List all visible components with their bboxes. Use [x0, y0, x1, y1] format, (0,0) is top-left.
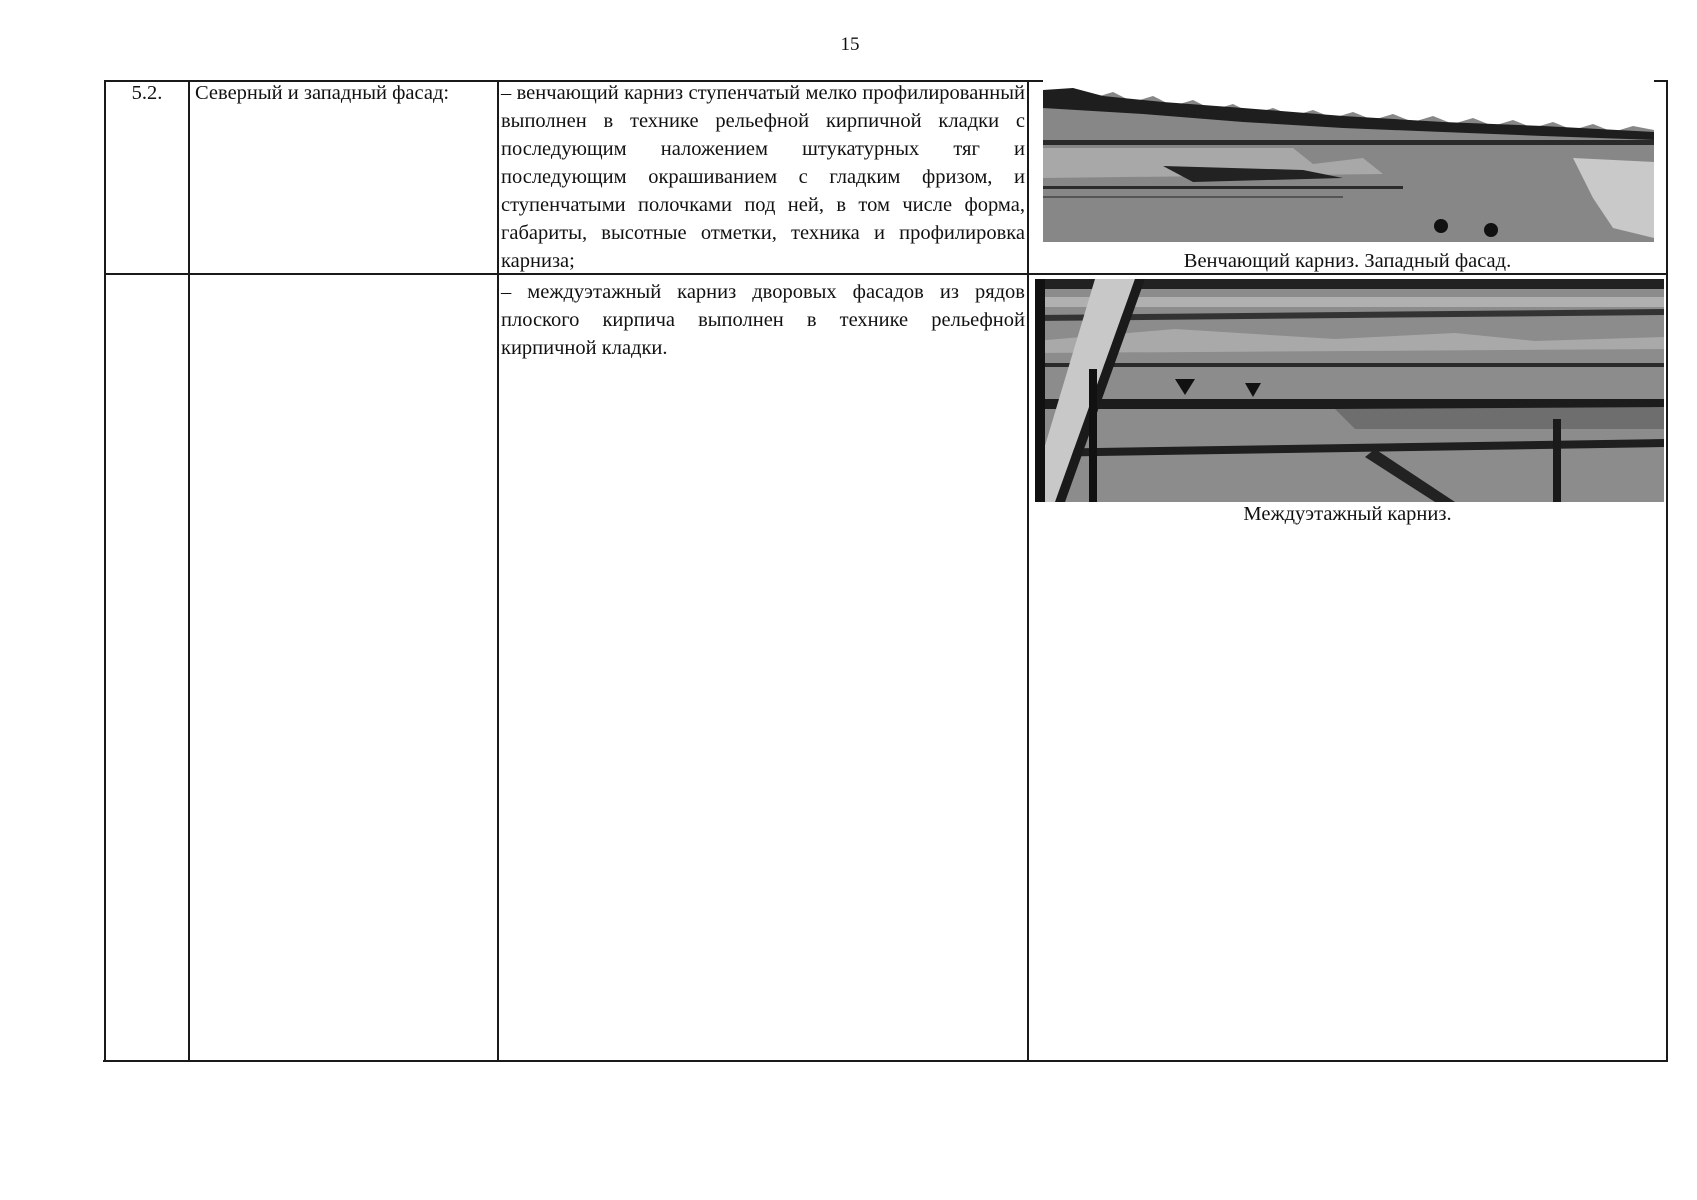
column-divider-2	[497, 80, 499, 1061]
row-number-cell: 5.2.	[131, 82, 163, 104]
facade-name-cell: Северный и западный фасад:	[195, 82, 450, 104]
table-bottom-border	[103, 1060, 1668, 1062]
photo-crowning-cornice	[1043, 78, 1654, 248]
page-number: 15	[840, 34, 860, 55]
photo-caption: Междуэтажный карниз.	[1243, 503, 1452, 525]
column-divider-1	[188, 80, 190, 1061]
photo-interfloor-cornice	[1035, 279, 1664, 502]
table-right-border	[1666, 80, 1668, 1061]
table-left-border	[104, 80, 106, 1061]
photo-caption: Венчающий карниз. Западный фасад.	[1183, 250, 1512, 272]
description-cell: – венчающий карниз ступенчатый мелко профилированный выполнен в технике рельефной кирпичной кладки с последующим наложением штукатурных тяг и последующим окрашиванием с гладким фризом, и ступенчатыми полочками под ней, в том числе форма, габариты, высотные отметки, техника и профилировка карниза;	[501, 82, 1025, 272]
description-cell: – междуэтажный карниз дворовых фасадов из рядов плоского кирпича выполнен в технике рельефной кирпичной кладки.	[501, 281, 1025, 359]
column-divider-3	[1027, 80, 1029, 1061]
